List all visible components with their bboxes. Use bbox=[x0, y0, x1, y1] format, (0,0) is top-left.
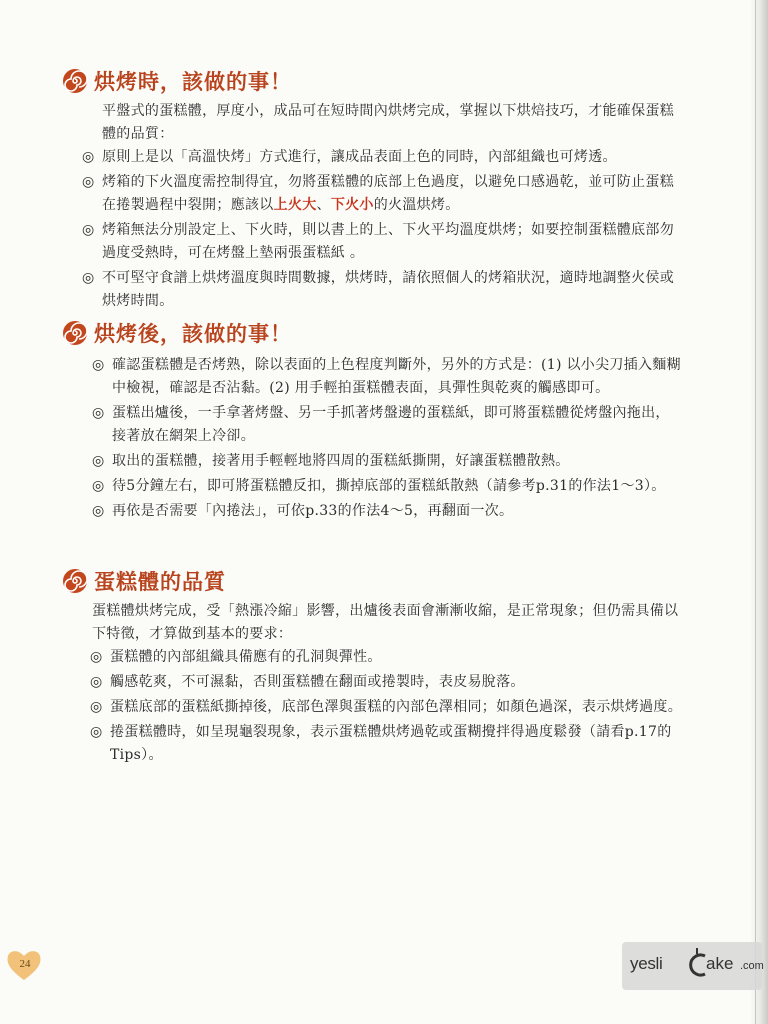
watermark-domain: .com bbox=[740, 960, 764, 972]
highlight-text: 下火小 bbox=[330, 197, 374, 213]
section-cake-quality bbox=[62, 566, 682, 769]
heading-text: 蛋糕體的品質 bbox=[94, 569, 226, 594]
spiral-icon bbox=[62, 568, 88, 594]
list-item: ◎ 蛋糕體的內部組織具備應有的孔洞與彈性。 bbox=[90, 646, 682, 669]
page-edge bbox=[750, 0, 768, 1024]
item-list bbox=[82, 146, 682, 313]
watermark bbox=[622, 942, 762, 990]
list-item: ◎ 捲蛋糕體時，如呈現龜裂現象，表示蛋糕體烘烤過乾或蛋糊攪拌得過度鬆發（請看p.17的Tips）。 bbox=[90, 721, 682, 767]
bullet: ◎ bbox=[82, 174, 95, 190]
watermark-text-suffix: ake bbox=[706, 954, 734, 973]
list-item: ◎ 待5分鐘左右，即可將蛋糕體反扣，撕掉底部的蛋糕紙散熱（請參考p.31的作法1～3）。 bbox=[92, 475, 682, 498]
list-item: ◎ 烤箱的下火溫度需控制得宜，勿將蛋糕體的底部上色過度，以避免口感過乾，並可防止蛋糕在捲製過程中裂開；應該以上火大、下火小的火溫烘烤。 bbox=[82, 171, 682, 217]
bullet: ◎ bbox=[92, 357, 105, 373]
bullet: ◎ bbox=[90, 699, 103, 715]
spiral-icon bbox=[62, 68, 88, 94]
bullet: ◎ bbox=[92, 453, 105, 469]
list-item: ◎ 不可堅守食譜上烘烤溫度與時間數據，烘烤時，請依照個人的烤箱狀況，適時地調整火侯或烘烤時間。 bbox=[82, 267, 682, 313]
bullet: ◎ bbox=[82, 270, 95, 286]
bullet: ◎ bbox=[82, 149, 95, 165]
bullet: ◎ bbox=[92, 405, 105, 421]
section-heading bbox=[62, 566, 682, 596]
section-heading bbox=[62, 66, 682, 96]
highlight-text: 上火大 bbox=[273, 197, 317, 213]
spiral-icon bbox=[62, 320, 88, 346]
intro-paragraph: 平盤式的蛋糕體，厚度小，成品可在短時間內烘烤完成，掌握以下烘焙技巧，才能確保蛋糕體的品質： bbox=[102, 103, 674, 142]
heading-text: 烘烤後，該做的事！ bbox=[94, 321, 292, 346]
page-number: 24 bbox=[19, 958, 31, 970]
bullet: ◎ bbox=[90, 649, 103, 665]
watermark-text-prefix: yesli bbox=[630, 954, 663, 973]
page-edge-line bbox=[755, 0, 756, 1024]
list-item: ◎ 烤箱無法分別設定上、下火時，則以書上的上、下火平均溫度烘烤；如要控制蛋糕體底部勿過度受熱時，可在烤盤上墊兩張蛋糕紙 。 bbox=[82, 219, 682, 265]
list-item: ◎ 原則上是以「高溫快烤」方式進行，讓成品表面上色的同時，內部組織也可烤透。 bbox=[82, 146, 682, 169]
section-after-baking bbox=[62, 318, 682, 525]
bullet: ◎ bbox=[82, 222, 95, 238]
list-item: ◎ 蛋糕出爐後，一手拿著烤盤、另一手抓著烤盤邊的蛋糕紙，即可將蛋糕體從烤盤內拖出，接著放在網架上冷卻。 bbox=[92, 402, 682, 448]
list-item: ◎ 觸感乾爽，不可濕黏，否則蛋糕體在翻面或捲製時，表皮易脫落。 bbox=[90, 671, 682, 694]
item-list bbox=[92, 354, 682, 523]
bullet: ◎ bbox=[90, 674, 103, 690]
list-item: ◎ 蛋糕底部的蛋糕紙撕掉後，底部色澤與蛋糕的內部色澤相同；如顏色過深，表示烘烤過度。 bbox=[90, 696, 682, 719]
bullet: ◎ bbox=[92, 478, 105, 494]
list-item: ◎ 取出的蛋糕體，接著用手輕輕地將四周的蛋糕紙撕開，好讓蛋糕體散熱。 bbox=[92, 450, 682, 473]
list-item: ◎ 確認蛋糕體是否烤熟，除以表面的上色程度判斷外，另外的方式是：(1) 以小尖刀插入麵糊中檢視，確認是否沾黏。(2) 用手輕拍蛋糕體表面，具彈性與乾爽的觸感即可。 bbox=[92, 354, 682, 400]
intro-paragraph: 蛋糕體烘烤完成，受「熱漲冷縮」影響，出爐後表面會漸漸收縮，是正常現象；但仍需具備以下特徵，才算做到基本的要求： bbox=[92, 603, 679, 642]
item-list bbox=[90, 646, 682, 767]
bullet: ◎ bbox=[92, 503, 105, 519]
heading-text: 烘烤時，該做的事！ bbox=[94, 69, 292, 94]
list-item: ◎ 再依是否需要「內捲法」，可依p.33的作法4～5，再翻面一次。 bbox=[92, 500, 682, 523]
bullet: ◎ bbox=[90, 724, 103, 740]
section-baking bbox=[62, 66, 682, 315]
section-heading bbox=[62, 318, 682, 348]
